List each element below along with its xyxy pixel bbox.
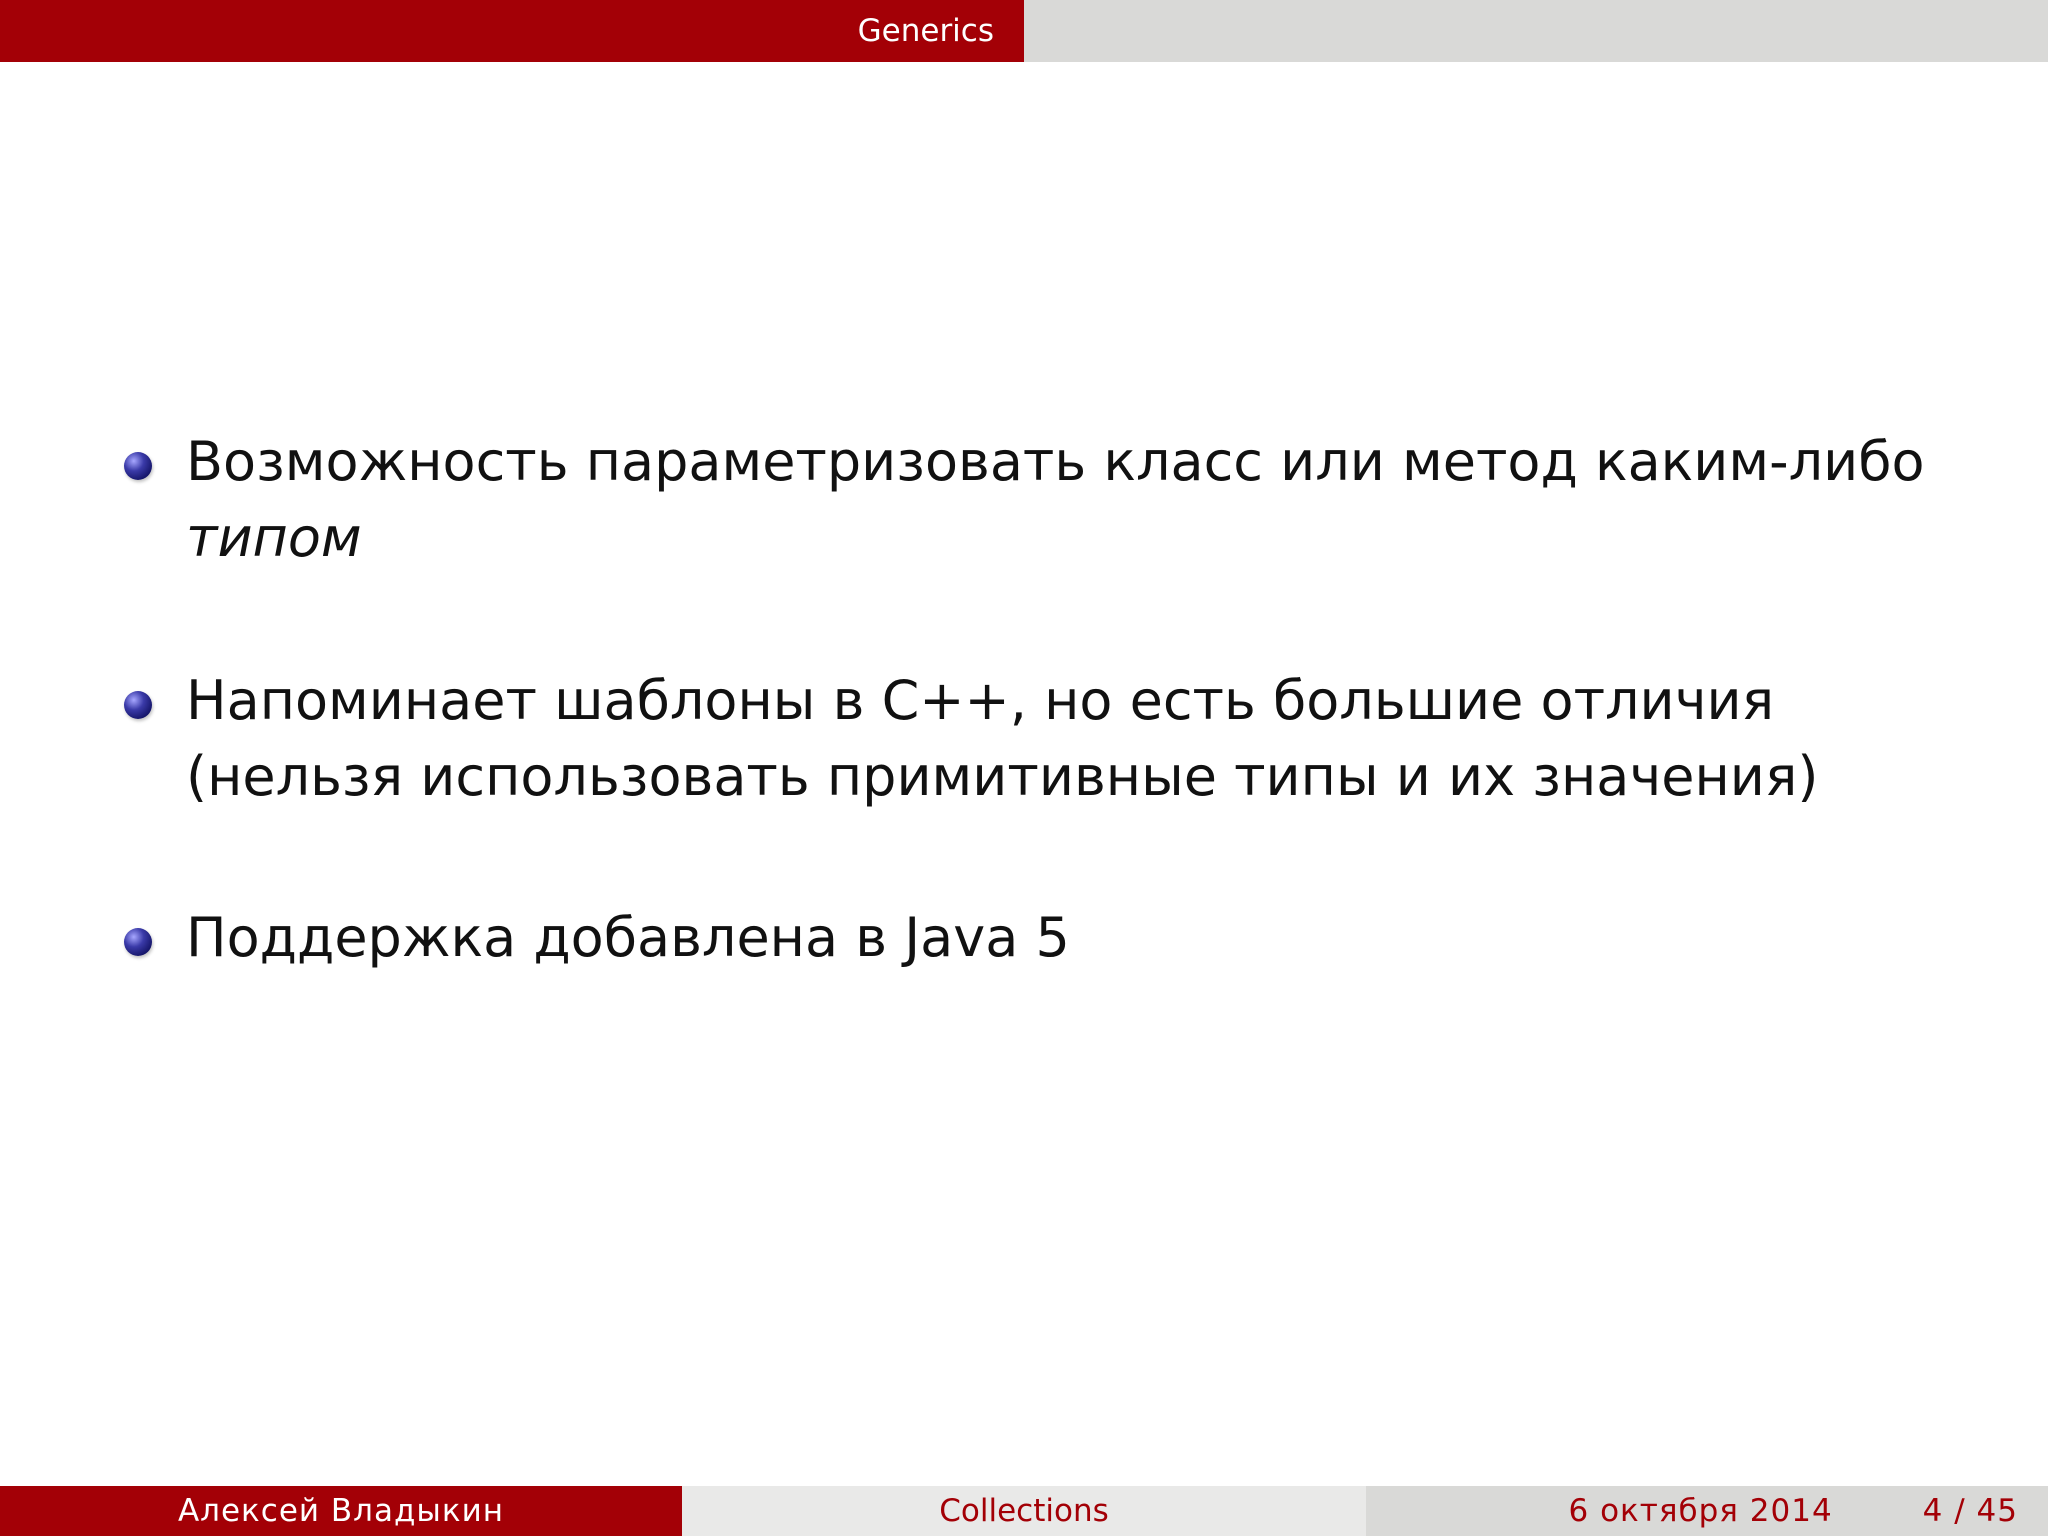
bullet-1-line-1: Возможность параметризовать класс или метод каким-либо [186,430,1925,493]
presentation-title: Collections [939,1493,1109,1529]
section-title[interactable]: Generics [857,13,994,49]
bullet-item-1 [186,424,1946,576]
bullet-item-3 [186,900,1946,976]
bullet-icon [124,691,152,719]
bullet-2-line-2: (нельзя использовать примитивные типы и их значения) [186,745,1819,808]
footer-author[interactable] [0,1486,682,1536]
bullet-3-line-1: Поддержка добавлена в Java 5 [186,906,1070,969]
footer-bar [0,1486,2048,1536]
page-number: 4 / 45 [1922,1493,2018,1529]
footer-date-page [1366,1486,2048,1536]
bullet-1-line-2-emphasis: типом [186,506,362,569]
footer-presentation-title[interactable] [682,1486,1366,1536]
bullet-2-line-1: Напоминает шаблоны в C++, но есть большие отличия [186,669,1775,732]
author-name: Алексей Владыкин [177,1493,505,1529]
bullet-icon [124,452,152,480]
footer-date: 6 октября 2014 [1568,1493,1833,1529]
bullet-icon [124,928,152,956]
bullet-item-2 [186,663,1946,815]
